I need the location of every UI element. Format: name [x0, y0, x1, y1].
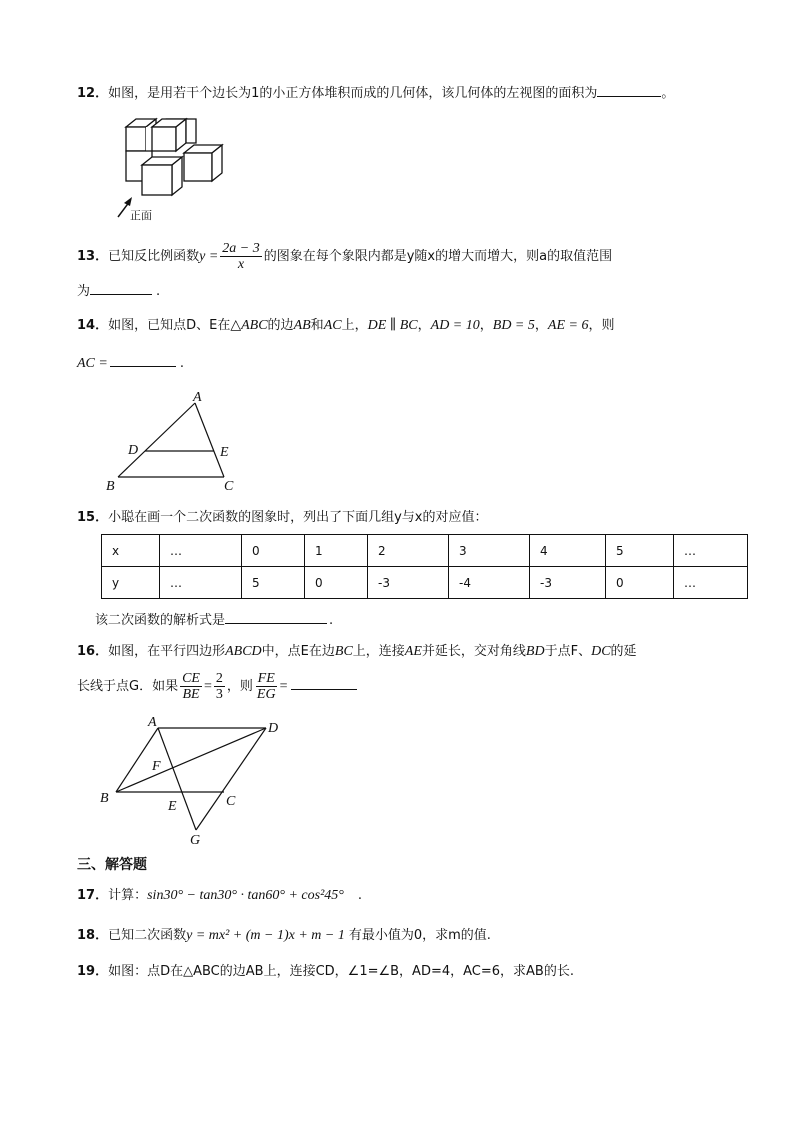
question-number: 17． — [77, 888, 109, 903]
triangle-figure — [100, 385, 250, 495]
point-label-c: C — [226, 794, 236, 809]
point-label-c: C — [224, 479, 234, 494]
question-number: 15． — [77, 510, 109, 525]
side-ab — [118, 403, 195, 477]
math-expression: y = — [199, 249, 219, 264]
question-text: 上，连接 — [352, 644, 405, 659]
fraction — [214, 671, 225, 702]
fraction-denominator: BE — [182, 687, 200, 702]
cube-front-face — [152, 127, 176, 151]
question-13-line2 — [77, 280, 160, 302]
point-label-b: B — [106, 479, 115, 494]
question-text: 长线于点G．如果 — [77, 679, 179, 694]
fraction-numerator: 2 — [215, 671, 223, 686]
table-cell: … — [674, 535, 748, 567]
question-text: 的边 — [267, 318, 294, 333]
fraction-denominator: 3 — [215, 687, 223, 702]
table-row — [102, 535, 748, 567]
question-number: 19． — [77, 964, 109, 979]
question-text: 如图，在平行四边形 — [108, 644, 226, 659]
question-text: 于点F、 — [544, 644, 592, 659]
punctuation: . — [179, 356, 184, 371]
question-number: 18． — [77, 928, 109, 943]
question-text: ，则 — [226, 679, 253, 694]
question-text: 和 — [310, 318, 324, 333]
table-cell: 0 — [606, 567, 674, 599]
math-expression: BD — [525, 644, 545, 659]
math-expression: BD = 5 — [492, 318, 535, 333]
table-cell: 1 — [305, 535, 368, 567]
table-row — [102, 567, 748, 599]
question-text: 上， — [341, 318, 368, 333]
answer-blank — [110, 352, 176, 367]
question-text: 小聪在画一个二次函数的图象时，列出了下面几组y与x的对应值： — [108, 510, 488, 525]
answer-blank — [597, 82, 661, 97]
question-text: 的图象在每个象限内都是y随x的增大而增大，则a的取值范围 — [263, 249, 613, 264]
question-text: 该二次函数的解析式是 — [95, 613, 226, 628]
table-cell: -3 — [530, 567, 606, 599]
table-cell: 0 — [242, 535, 305, 567]
table-cell: 4 — [530, 535, 606, 567]
cube-stack-figure — [110, 115, 235, 225]
fraction — [180, 671, 202, 702]
question-text: 如图，是用若干个边长为1的小正方体堆积而成的几何体，该几何体的左视图的面积为 — [108, 86, 598, 101]
table-cell: 0 — [305, 567, 368, 599]
table-cell: 5 — [606, 535, 674, 567]
punctuation: 。 — [661, 86, 675, 101]
table-cell: 5 — [242, 567, 305, 599]
cube-front-face — [126, 127, 146, 151]
question-16 — [77, 642, 637, 662]
value-table — [101, 534, 748, 599]
front-label: 正面 — [130, 209, 152, 222]
question-text: 已知二次函数 — [108, 928, 187, 943]
answer-blank — [225, 609, 327, 624]
answer-blank — [291, 675, 357, 690]
math-expression: BC — [334, 644, 353, 659]
fraction-denominator: EG — [256, 687, 276, 702]
math-expression: AC = — [77, 356, 108, 371]
point-label-b: B — [100, 791, 109, 806]
point-label-e: E — [220, 445, 229, 460]
point-label-e: E — [168, 799, 177, 814]
math-expression: AE = 6 — [547, 318, 589, 333]
question-number: 13． — [77, 249, 109, 264]
math-expression: = — [203, 679, 212, 694]
question-text: 如图：点D在△ABC的边AB上，连接CD，∠1=∠B，AD=4，AC=6，求AB的长. — [108, 964, 574, 979]
table-cell: 2 — [368, 535, 449, 567]
point-label-f: F — [152, 759, 161, 774]
fraction-denominator: x — [237, 257, 245, 272]
fraction — [220, 241, 261, 272]
point-label-d: D — [268, 721, 279, 736]
point-label-a: A — [193, 390, 202, 405]
question-text: 中，点E在边 — [261, 644, 335, 659]
fraction-numerator: 2a − 3 — [222, 241, 260, 256]
question-number: 14． — [77, 318, 109, 333]
point-label-d: D — [128, 443, 139, 458]
table-cell: 3 — [449, 535, 530, 567]
table-cell: y — [102, 567, 160, 599]
cube-front-face — [184, 153, 212, 181]
question-19 — [77, 962, 574, 982]
question-text: 已知反比例函数 — [108, 249, 200, 264]
line-ag — [158, 728, 196, 830]
punctuation: . — [329, 613, 334, 628]
side-ac — [195, 403, 224, 477]
question-14: 14．如图，已知点D、E在△ABC的边AB和AC上，DE ∥ BC，AD = 10，BD = 5，AE = 6，则 — [77, 318, 615, 333]
question-number: 12． — [77, 86, 109, 101]
table-cell: -4 — [449, 567, 530, 599]
question-16-line2 — [77, 668, 357, 706]
math-expression: AC — [323, 318, 342, 333]
question-15-answer — [95, 609, 333, 631]
punctuation: . — [156, 284, 161, 299]
table-cell: -3 — [368, 567, 449, 599]
point-label-g: G — [190, 833, 201, 848]
table-cell: … — [160, 535, 242, 567]
point-label-a: A — [148, 715, 157, 730]
question-12 — [77, 82, 674, 104]
question-text: 为 — [77, 284, 91, 299]
math-expression: ABCD — [225, 644, 262, 659]
cube-front-face — [142, 165, 172, 195]
section-heading: 三、解答题 — [77, 857, 147, 873]
math-expression: AB — [293, 318, 311, 333]
question-17 — [77, 886, 362, 906]
question-text: 有最小值为0，求m的值. — [348, 928, 491, 943]
question-text: ，则 — [588, 318, 615, 333]
question-13 — [77, 240, 612, 274]
math-expression: sin30° − tan30° · tan60° + cos²45° — [147, 888, 344, 903]
question-18 — [77, 926, 491, 946]
answer-blank — [90, 280, 152, 295]
table-cell: … — [160, 567, 242, 599]
punctuation: . — [357, 888, 363, 903]
question-text: 并延长，交对角线 — [421, 644, 526, 659]
arrow-head-icon — [124, 197, 132, 206]
math-expression: △ABC — [230, 318, 268, 333]
parallelogram-figure — [92, 710, 292, 850]
math-expression: AE — [404, 644, 422, 659]
question-15 — [77, 508, 487, 528]
question-text: 的延 — [610, 644, 637, 659]
table-cell: x — [102, 535, 160, 567]
fraction-numerator: FE — [257, 671, 275, 686]
fraction — [255, 671, 278, 702]
question-14-line2 — [77, 352, 184, 374]
math-expression: AD = 10 — [430, 318, 480, 333]
question-text: 计算： — [108, 888, 148, 903]
math-expression: DE ∥ BC — [367, 318, 418, 333]
table-cell: … — [674, 567, 748, 599]
question-text: 如图，已知点D、E在 — [108, 318, 231, 333]
fraction-numerator: CE — [182, 671, 200, 686]
question-number: 16． — [77, 644, 109, 659]
math-expression: y = mx² + (m − 1)x + m − 1 — [186, 928, 345, 943]
math-expression: = — [279, 679, 288, 694]
math-expression: DC — [591, 644, 611, 659]
